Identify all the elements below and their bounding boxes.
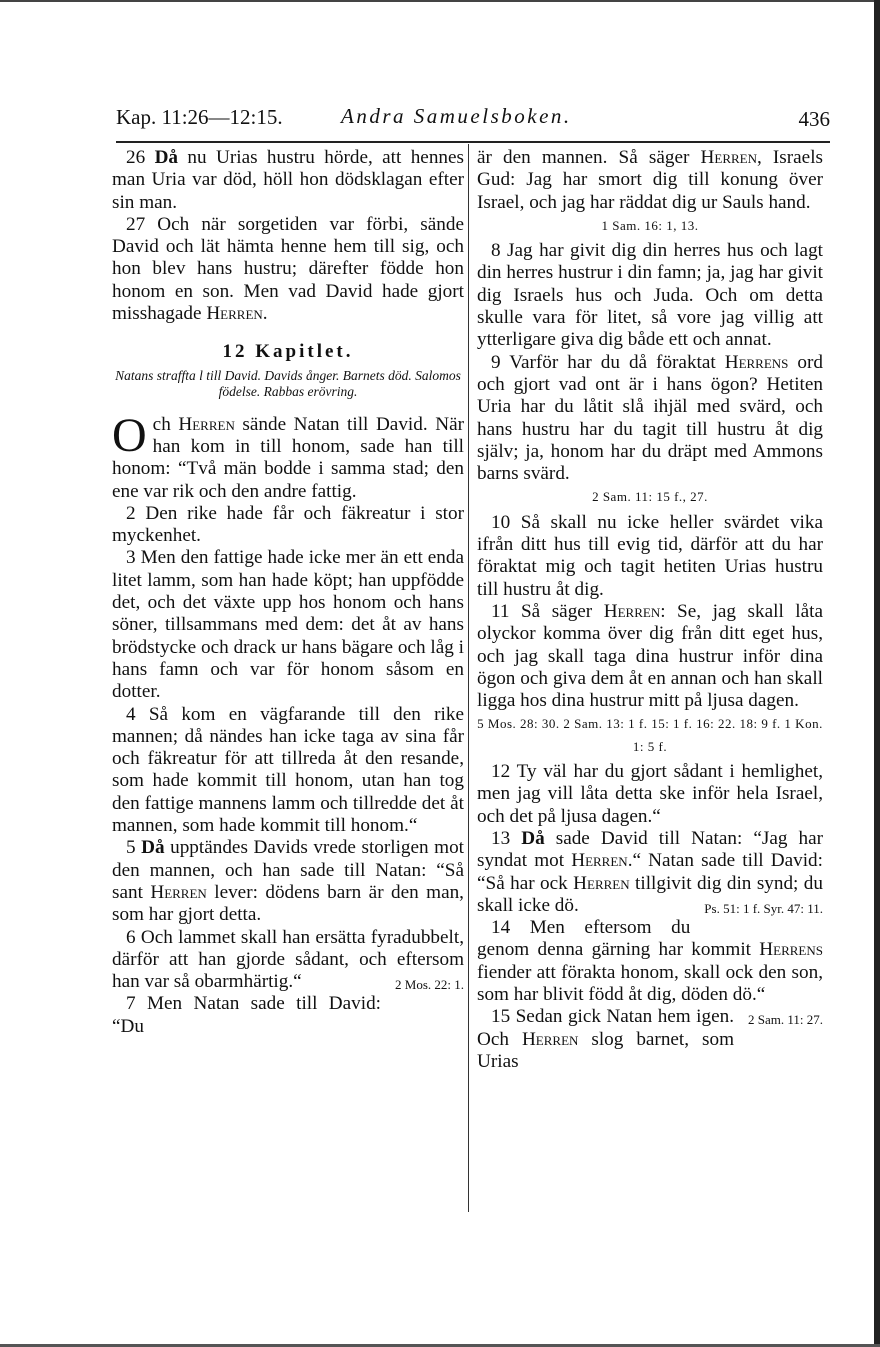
chapter-heading: 12 Kapitlet. bbox=[222, 341, 354, 363]
verse-12-2: 2 Den rike hade får och fäkreatur i stor myckenhet. bbox=[112, 502, 464, 547]
verse-keyword: Då bbox=[521, 827, 545, 849]
divine-name: Herren bbox=[206, 303, 263, 325]
verse-12-8: 8 Jag har givit dig din herres hus och lagt din herres hustrur i din famn; ja, jag har givit dig Israels hus och Juda. Och om detta skulle vara för litet, så vore jag villig att ytterligare giva dig både ett och annat. bbox=[477, 240, 823, 351]
right-column bbox=[477, 147, 823, 1073]
verse-12-13: 13 Då sade David till Natan: “Jag har syndat mot Herren.“ Natan sade till David: “Så har ock Herren tillgivit dig din synd; du skall icke dö. Ps. 51: 1 f. Syr. 47: 11. bbox=[477, 828, 823, 917]
divine-name: Herren bbox=[573, 872, 630, 894]
left-column bbox=[112, 147, 464, 1038]
drop-cap: O bbox=[112, 408, 147, 462]
verse-12-9: 9 Varför har du då föraktat Herrens ord och gjort vad ont är i hans ögon? Hetiten Uria har du låtit slå ihjäl med svärd, och hans hustru har du tagit till hustru åt dig själv; ja, honom har du dräpt med Ammons barns svärd. bbox=[477, 351, 823, 485]
verse-12-1: Och Herren sände Natan till David. När han kom in till honom, sade han till honom: “Två män bodde i samma stad; den ene var rik och den andre fattig. bbox=[112, 408, 464, 502]
verse-keyword: Då bbox=[154, 147, 179, 168]
verse-12-6: 6 Och lammet skall han ersätta fyradubbelt, därför att han gjorde sådant, och eftersom han var så obarmhärtig.“ 2 Mos. 22: 1. bbox=[112, 927, 464, 994]
cross-reference: 1 Sam. 16: 1, 13. bbox=[601, 217, 699, 233]
verse-12-4: 4 Så kom en vägfarande till den rike mannen; då nändes han icke taga av sina får och fäkreatur för att tillreda åt den resande, som hade kommit till honom, utan han tog den fattige mannens lamm och tillredde det åt mannen, som hade kommit till honom.“ bbox=[112, 703, 464, 837]
cross-reference: 5 Mos. 28: 30. 2 Sam. 13: 1 f. 15: 1 f. 16: 22. 18: 9 f. 1 Kon. 1: 5 f. bbox=[477, 716, 823, 754]
chapter-reference: Kap. 11:26—12:15. bbox=[116, 105, 283, 129]
verse-12-10: 10 Så skall nu icke heller svärdet vika ifrån ditt hus till evig tid, därför att du har föraktat mig och tagit hetiten Urias hustru till hustru åt dig. bbox=[477, 511, 823, 600]
column-divider bbox=[468, 144, 469, 1212]
verse-12-11: 11 Så säger Herren: Se, jag skall låta olyckor komma över dig från ditt eget hus, och jag skall taga dina hustrur inför dina ögon och giva dem åt en annan och han skall ligga hos dina hustrur mitt på ljusa dagen. bbox=[477, 600, 823, 712]
divine-name: Herren bbox=[521, 1028, 579, 1050]
book-title: Andra Samuelsboken. bbox=[341, 104, 572, 128]
verse-12-15: 15 Sedan gick Natan hem igen. Och Herren slog barnet, som Urias bbox=[477, 1006, 734, 1072]
verse-12-7-cont: är den mannen. Så säger Herren, Israels Gud: Jag har smort dig till konung över Israel, och jag har räddat dig ur Sauls hand. bbox=[477, 147, 823, 213]
verse-11-26: 26 Då nu Urias hustru hörde, att hennes man Uria var död, höll hon dödsklagan efter sin man. bbox=[112, 147, 464, 213]
verse-12-3: 3 Men den fattige hade icke mer än ett enda litet lamm, som han hade köpt; han uppfödde det, och det växte upp hos honom och hans söner, tillsammans med dem: det åt av hans brödstycke och drack ur hans bägare och låg i hans famn och var för honom såsom en dotter. bbox=[112, 547, 464, 703]
scan-edge-top bbox=[0, 0, 880, 2]
divine-name: Herrens bbox=[724, 351, 789, 373]
verse-12-7: 7 Men Natan sade till David: “Du bbox=[112, 993, 382, 1037]
cross-reference: Ps. 51: 1 f. Syr. 47: 11. bbox=[704, 900, 823, 916]
divine-name: Herren bbox=[700, 147, 757, 168]
cross-reference: 2 Sam. 11: 15 f., 27. bbox=[592, 489, 708, 505]
divine-name: Herren bbox=[178, 413, 235, 435]
divine-name: Herrens bbox=[759, 939, 823, 961]
scan-edge-right bbox=[874, 0, 880, 1347]
cross-reference: 2 Mos. 22: 1. bbox=[395, 977, 464, 993]
divine-name: Herren bbox=[571, 850, 628, 872]
verse-11-27: 27 Och när sorgetiden var förbi, sände David och lät hämta henne hem till sig, och hon blev hans hustru; därefter födde hon honom en son. Men vad David hade gjort misshagade Herren. bbox=[112, 213, 464, 325]
cross-reference: 2 Sam. 11: 27. bbox=[748, 1012, 823, 1028]
verse-keyword: Då bbox=[141, 837, 165, 859]
divine-name: Herren bbox=[603, 600, 661, 622]
verse-12-5: 5 Då upptändes Davids vrede storligen mot den mannen, och han sade till Natan: “Så sant Herren lever: dödens barn är den man, som har gjort detta. bbox=[112, 837, 464, 926]
divine-name: Herren bbox=[150, 881, 207, 903]
header-rule bbox=[116, 141, 830, 143]
verse-12-14: 14 Men eftersom du genom denna gärning har kommit Herrens fiender att förakta honom, skall ock den son, som har blivit född åt dig, döden dö.“ 2 Sam. 11: 27. bbox=[477, 917, 823, 1006]
page-number: 436 bbox=[798, 107, 830, 131]
running-header bbox=[116, 103, 830, 137]
chapter-summary: Natans straffta l till David. Davids ånger. Barnets död. Salomos födelse. Rabbas erövring. bbox=[115, 367, 461, 399]
verse-12-12: 12 Ty väl har du gjort sådant i hemlighet, men jag vill låta detta ske inför hela Israel, och det på ljusa dagen.“ bbox=[477, 761, 823, 827]
